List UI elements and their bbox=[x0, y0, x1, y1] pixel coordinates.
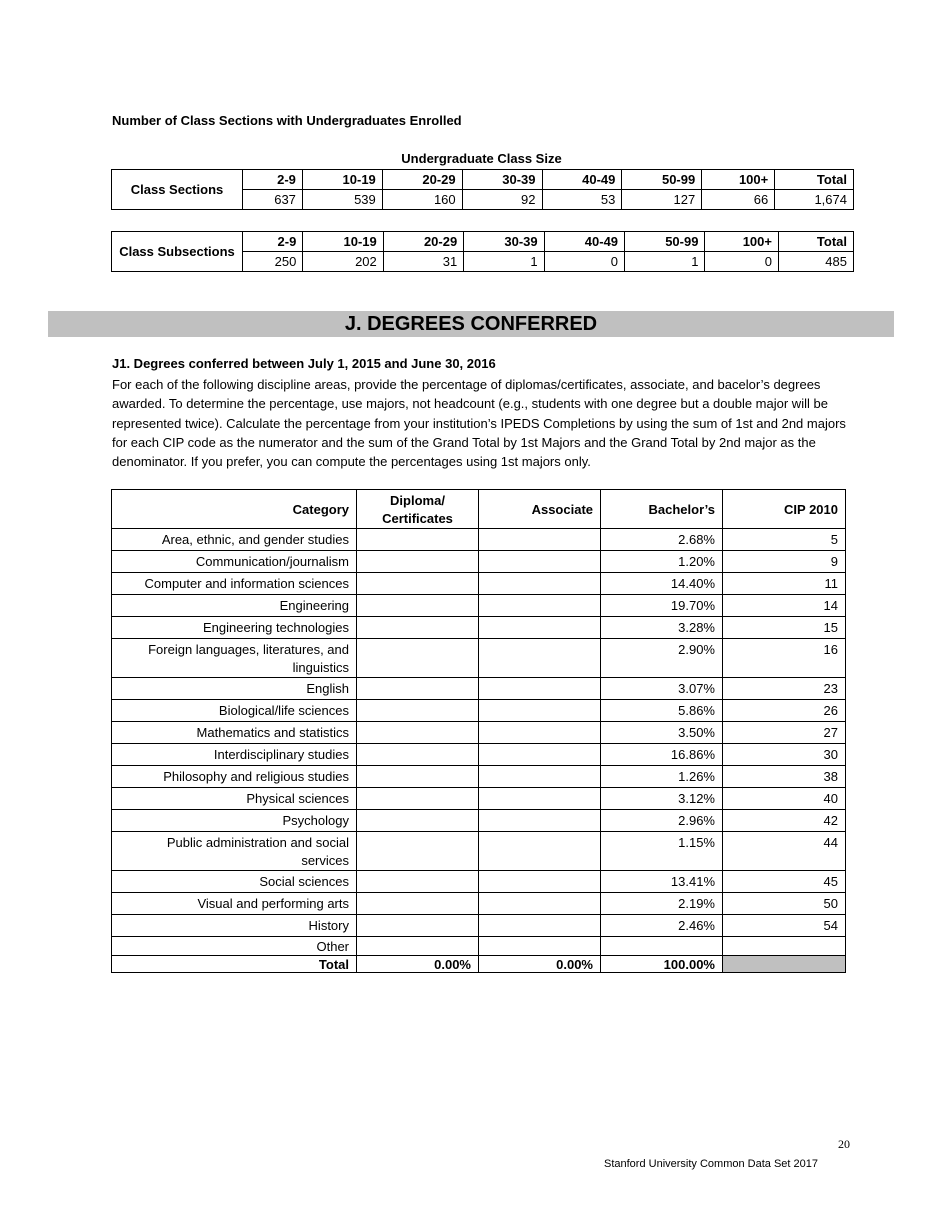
table-row bbox=[112, 810, 846, 832]
size-header: 30-39 bbox=[462, 170, 542, 190]
size-header: 40-49 bbox=[544, 232, 624, 252]
size-value: 92 bbox=[462, 190, 542, 210]
bachelors-cell: 14.40% bbox=[601, 573, 723, 595]
table-row-other bbox=[112, 937, 846, 956]
header-diploma-line2: Certificates bbox=[382, 511, 453, 526]
category-cell: Interdisciplinary studies bbox=[112, 744, 357, 766]
total-diploma-cell: 0.00% bbox=[357, 956, 479, 973]
diploma-cell bbox=[357, 832, 479, 871]
size-value: 485 bbox=[779, 252, 854, 272]
class-sections-table bbox=[111, 169, 854, 210]
table-row bbox=[112, 766, 846, 788]
cip-cell bbox=[723, 937, 846, 956]
diploma-cell bbox=[357, 639, 479, 678]
cip-cell: 26 bbox=[723, 700, 846, 722]
class-subsections-label: Class Subsections bbox=[112, 232, 243, 272]
associate-cell bbox=[479, 617, 601, 639]
footer-source: Stanford University Common Data Set 2017 bbox=[604, 1158, 818, 1170]
size-header: 10-19 bbox=[302, 170, 382, 190]
category-cell: Area, ethnic, and gender studies bbox=[112, 529, 357, 551]
category-cell: Physical sciences bbox=[112, 788, 357, 810]
table-row bbox=[112, 573, 846, 595]
header-diploma-line1: Diploma/ bbox=[390, 493, 445, 508]
table-row bbox=[112, 832, 846, 871]
table-row bbox=[112, 595, 846, 617]
diploma-cell bbox=[357, 871, 479, 893]
category-cell: Visual and performing arts bbox=[112, 893, 357, 915]
associate-cell bbox=[479, 810, 601, 832]
bachelors-cell bbox=[601, 937, 723, 956]
diploma-cell bbox=[357, 893, 479, 915]
diploma-cell bbox=[357, 810, 479, 832]
associate-cell bbox=[479, 678, 601, 700]
header-category: Category bbox=[112, 490, 357, 529]
size-header: 20-29 bbox=[383, 232, 463, 252]
table-row bbox=[112, 617, 846, 639]
diploma-cell bbox=[357, 551, 479, 573]
page-number: 20 bbox=[838, 1137, 850, 1151]
associate-cell bbox=[479, 700, 601, 722]
total-category-cell: Total bbox=[112, 956, 357, 973]
bachelors-cell: 13.41% bbox=[601, 871, 723, 893]
cip-cell: 9 bbox=[723, 551, 846, 573]
bachelors-cell: 19.70% bbox=[601, 595, 723, 617]
size-header: 100+ bbox=[705, 232, 779, 252]
cip-cell: 15 bbox=[723, 617, 846, 639]
table-row bbox=[112, 871, 846, 893]
degrees-table bbox=[111, 489, 846, 973]
diploma-cell bbox=[357, 937, 479, 956]
category-cell: Psychology bbox=[112, 810, 357, 832]
cip-cell: 5 bbox=[723, 529, 846, 551]
table-row bbox=[112, 529, 846, 551]
bachelors-cell: 3.50% bbox=[601, 722, 723, 744]
total-bachelors-cell: 100.00% bbox=[601, 956, 723, 973]
table-row bbox=[112, 639, 846, 678]
associate-cell bbox=[479, 551, 601, 573]
header-associate: Associate bbox=[479, 490, 601, 529]
associate-cell bbox=[479, 788, 601, 810]
table-row bbox=[112, 551, 846, 573]
bachelors-cell: 1.15% bbox=[601, 832, 723, 871]
bachelors-cell: 1.26% bbox=[601, 766, 723, 788]
category-cell: Engineering bbox=[112, 595, 357, 617]
associate-cell bbox=[479, 722, 601, 744]
diploma-cell bbox=[357, 617, 479, 639]
category-cell: Mathematics and statistics bbox=[112, 722, 357, 744]
cip-cell: 23 bbox=[723, 678, 846, 700]
diploma-cell bbox=[357, 595, 479, 617]
bachelors-cell: 16.86% bbox=[601, 744, 723, 766]
cip-cell: 45 bbox=[723, 871, 846, 893]
cip-cell: 27 bbox=[723, 722, 846, 744]
size-value: 202 bbox=[303, 252, 383, 272]
size-header: 2-9 bbox=[243, 232, 303, 252]
size-header: 50-99 bbox=[622, 170, 702, 190]
associate-cell bbox=[479, 893, 601, 915]
table-row bbox=[112, 915, 846, 937]
cip-cell: 50 bbox=[723, 893, 846, 915]
size-header: Total bbox=[779, 232, 854, 252]
category-cell: History bbox=[112, 915, 357, 937]
associate-cell bbox=[479, 871, 601, 893]
category-cell: Computer and information sciences bbox=[112, 573, 357, 595]
cip-cell: 14 bbox=[723, 595, 846, 617]
category-cell: Philosophy and religious studies bbox=[112, 766, 357, 788]
associate-cell bbox=[479, 744, 601, 766]
table-row bbox=[112, 678, 846, 700]
cip-cell: 11 bbox=[723, 573, 846, 595]
diploma-cell bbox=[357, 722, 479, 744]
associate-cell bbox=[479, 529, 601, 551]
size-value: 1 bbox=[464, 252, 544, 272]
size-value: 1,674 bbox=[775, 190, 854, 210]
diploma-cell bbox=[357, 678, 479, 700]
diploma-cell bbox=[357, 744, 479, 766]
table-row bbox=[112, 893, 846, 915]
size-value: 0 bbox=[705, 252, 779, 272]
j1-title: J1. Degrees conferred between July 1, 2015 and June 30, 2016 bbox=[112, 356, 496, 371]
diploma-cell bbox=[357, 700, 479, 722]
class-subsections-table bbox=[111, 231, 854, 272]
section-banner: J. DEGREES CONFERRED bbox=[48, 311, 894, 337]
category-cell: Foreign languages, literatures, and linguistics bbox=[112, 639, 357, 678]
class-size-caption: Undergraduate Class Size bbox=[401, 151, 562, 166]
size-value: 127 bbox=[622, 190, 702, 210]
table-row-total bbox=[112, 956, 846, 973]
size-value: 0 bbox=[544, 252, 624, 272]
associate-cell bbox=[479, 915, 601, 937]
j1-instructions: For each of the following discipline areas, provide the percentage of diplomas/certificates, associate, and bacelor’s degrees awarded. To determine the percentage, use majors, not headcount (e.g., students with one degree but a double major will be represented twice). Calculate the percentage from your institution’s IPEDS Completions by using the sum of 1st and 2nd majors for each CIP code as the numerator and the sum of the Grand Total by 1st Majors and the Grand Total by 2nd major as the denominator. If you prefer, you can compute the percentages using 1st majors only. bbox=[112, 377, 846, 470]
category-cell: Biological/life sciences bbox=[112, 700, 357, 722]
bachelors-cell: 3.07% bbox=[601, 678, 723, 700]
diploma-cell bbox=[357, 529, 479, 551]
category-cell: Other bbox=[112, 937, 357, 956]
bachelors-cell: 2.46% bbox=[601, 915, 723, 937]
associate-cell bbox=[479, 595, 601, 617]
bachelors-cell: 2.96% bbox=[601, 810, 723, 832]
size-value: 539 bbox=[302, 190, 382, 210]
category-cell: Communication/journalism bbox=[112, 551, 357, 573]
associate-cell bbox=[479, 573, 601, 595]
header-diploma bbox=[357, 490, 479, 529]
cip-cell: 40 bbox=[723, 788, 846, 810]
table-row bbox=[112, 722, 846, 744]
diploma-cell bbox=[357, 573, 479, 595]
size-header: 50-99 bbox=[625, 232, 705, 252]
size-header: 10-19 bbox=[303, 232, 383, 252]
total-associate-cell: 0.00% bbox=[479, 956, 601, 973]
associate-cell bbox=[479, 832, 601, 871]
cip-cell: 38 bbox=[723, 766, 846, 788]
size-value: 1 bbox=[625, 252, 705, 272]
class-sections-title: Number of Class Sections with Undergraduates Enrolled bbox=[112, 113, 462, 128]
bachelors-cell: 3.12% bbox=[601, 788, 723, 810]
category-cell: Social sciences bbox=[112, 871, 357, 893]
size-header: 20-29 bbox=[382, 170, 462, 190]
table-row bbox=[112, 744, 846, 766]
size-value: 637 bbox=[243, 190, 303, 210]
category-cell: English bbox=[112, 678, 357, 700]
size-header: 40-49 bbox=[542, 170, 622, 190]
bachelors-cell: 5.86% bbox=[601, 700, 723, 722]
associate-cell bbox=[479, 766, 601, 788]
size-header: 2-9 bbox=[243, 170, 303, 190]
header-cip: CIP 2010 bbox=[723, 490, 846, 529]
diploma-cell bbox=[357, 766, 479, 788]
bachelors-cell: 2.19% bbox=[601, 893, 723, 915]
associate-cell bbox=[479, 937, 601, 956]
category-cell: Public administration and social services bbox=[112, 832, 357, 871]
diploma-cell bbox=[357, 915, 479, 937]
table-row bbox=[112, 788, 846, 810]
category-cell: Engineering technologies bbox=[112, 617, 357, 639]
size-value: 66 bbox=[702, 190, 775, 210]
cip-cell: 54 bbox=[723, 915, 846, 937]
size-header: Total bbox=[775, 170, 854, 190]
associate-cell bbox=[479, 639, 601, 678]
class-sections-label: Class Sections bbox=[112, 170, 243, 210]
bachelors-cell: 3.28% bbox=[601, 617, 723, 639]
size-value: 250 bbox=[243, 252, 303, 272]
cip-cell: 16 bbox=[723, 639, 846, 678]
size-header: 30-39 bbox=[464, 232, 544, 252]
total-cip-cell bbox=[723, 956, 846, 973]
size-header: 100+ bbox=[702, 170, 775, 190]
cip-cell: 44 bbox=[723, 832, 846, 871]
bachelors-cell: 1.20% bbox=[601, 551, 723, 573]
size-value: 160 bbox=[382, 190, 462, 210]
cip-cell: 30 bbox=[723, 744, 846, 766]
table-row bbox=[112, 700, 846, 722]
header-bachelors: Bachelor’s bbox=[601, 490, 723, 529]
bachelors-cell: 2.90% bbox=[601, 639, 723, 678]
diploma-cell bbox=[357, 788, 479, 810]
size-value: 53 bbox=[542, 190, 622, 210]
cip-cell: 42 bbox=[723, 810, 846, 832]
bachelors-cell: 2.68% bbox=[601, 529, 723, 551]
size-value: 31 bbox=[383, 252, 463, 272]
